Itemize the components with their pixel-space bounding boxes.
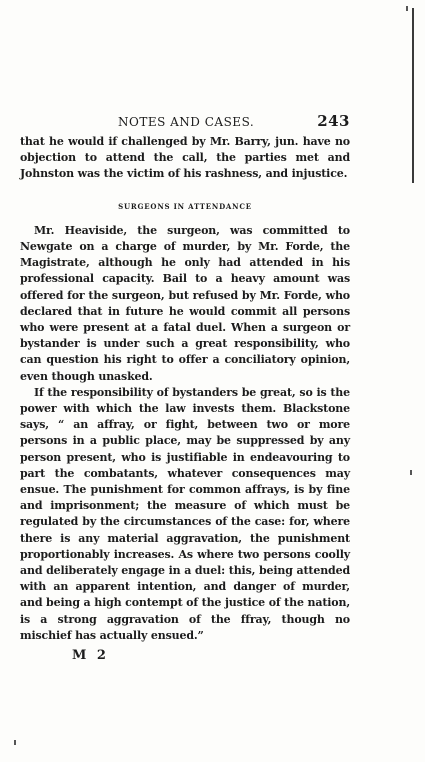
opening-paragraph: that he would if challenged by Mr. Barry, jun. have no objection to attend the call, the parties met and Johnston was the victim of his rashness, and injustice. — [20, 135, 350, 181]
book-page — [20, 112, 350, 663]
page-edge-mark — [14, 740, 16, 745]
page-edge-mark — [410, 470, 412, 475]
page-number: 243 — [317, 112, 350, 130]
signature-mark: M 2 — [72, 648, 109, 664]
page-text — [20, 134, 350, 644]
body-paragraph: Mr. Heaviside, the surgeon, was committed to Newgate on a charge of murder, by Mr. Forde, the Magistrate, although he only had attended in his professional capacity. Bail to a heavy amount was offered for the surgeon, but refused by Mr. Forde, who declared that in future he would commit all persons who were present at a fatal duel. When a surgeon or bystander is under such a great responsibility, who can question his right to offer a conciliatory opinion, even though unasked. — [20, 223, 350, 383]
running-head-title: NOTES AND CASES. — [118, 115, 255, 129]
section-heading: SURGEONS IN ATTENDANCE — [118, 201, 252, 211]
page-edge-line — [412, 8, 414, 183]
running-head — [20, 112, 350, 134]
body-paragraph: If the responsibility of bystanders be great, so is the power with which the law invests them. Blackstone says, “ an affray, or fight, between two or more persons in a public place, may be suppressed by any person present, who is justifiable in endeavouring to part the combatants, whatever consequences may ensue. The punishment for common affrays, is by fine and imprisonment; the measure of which must be regulated by the circumstances of the case: for, where there is any material aggravation, the punishment proportionably increases. As where two persons coolly and deliberately engage in a duel: this, being attended with an apparent intention, and danger of murder, and being a high contempt of the justice of the nation, is a strong aggravation of the ffray, though no mischief has actually ensued.” — [20, 385, 350, 642]
page-edge-mark — [406, 6, 408, 11]
